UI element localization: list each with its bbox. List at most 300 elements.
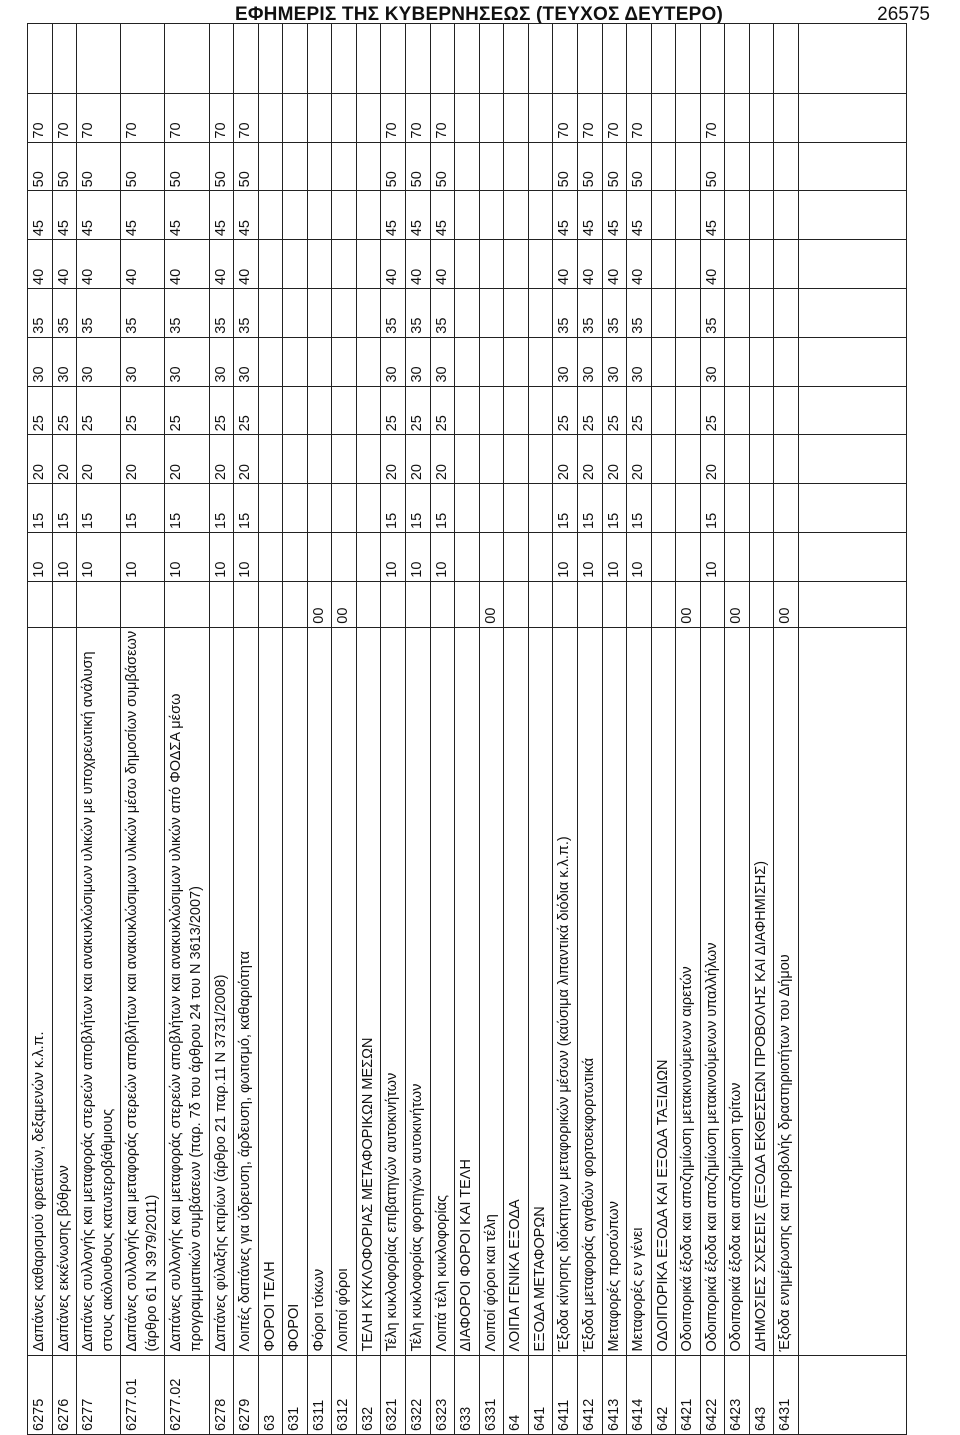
value-cell <box>258 337 283 386</box>
value-cell: 40 <box>381 240 406 289</box>
account-code: 6411 <box>553 1355 578 1434</box>
value-cell: 25 <box>165 386 209 435</box>
value-cell <box>332 240 357 289</box>
value-cell: 30 <box>430 337 455 386</box>
empty-cell <box>553 24 578 94</box>
empty-cell <box>332 24 357 94</box>
account-code: 6279 <box>234 1355 259 1434</box>
value-cell <box>455 191 480 240</box>
value-cell: 40 <box>553 240 578 289</box>
flag-cell <box>749 581 774 627</box>
value-cell: 30 <box>121 337 165 386</box>
value-cell <box>528 337 553 386</box>
value-cell: 45 <box>602 191 627 240</box>
value-cell <box>528 142 553 191</box>
value-cell <box>455 435 480 484</box>
value-cell: 35 <box>234 288 259 337</box>
empty-cell <box>700 24 725 94</box>
value-cell: 20 <box>52 435 77 484</box>
account-description: Τέλη κυκλοφορίας επιβατηγών αυτοκινήτων <box>381 627 406 1355</box>
value-cell: 35 <box>121 288 165 337</box>
flag-cell <box>577 581 602 627</box>
flag-cell <box>234 581 259 627</box>
value-cell <box>455 337 480 386</box>
value-cell: 10 <box>577 532 602 581</box>
account-code: 6422 <box>700 1355 725 1434</box>
value-cell: 10 <box>700 532 725 581</box>
empty-cell <box>799 386 907 435</box>
value-cell <box>283 484 308 533</box>
value-cell: 30 <box>28 337 53 386</box>
empty-cell <box>504 24 529 94</box>
value-cell: 20 <box>77 435 121 484</box>
value-cell <box>749 435 774 484</box>
empty-cell <box>725 24 750 94</box>
empty-cell <box>430 24 455 94</box>
value-cell <box>676 435 701 484</box>
account-code: 6414 <box>627 1355 652 1434</box>
value-cell <box>307 142 332 191</box>
value-cell: 10 <box>627 532 652 581</box>
value-cell <box>528 484 553 533</box>
page-number: 26575 <box>877 4 930 25</box>
account-code: 633 <box>455 1355 480 1434</box>
value-cell <box>356 93 381 142</box>
value-cell: 40 <box>602 240 627 289</box>
value-cell: 15 <box>52 484 77 533</box>
value-cell: 70 <box>627 93 652 142</box>
empty-cell <box>676 24 701 94</box>
empty-cell <box>381 24 406 94</box>
value-cell: 25 <box>209 386 234 435</box>
flag-cell <box>77 581 121 627</box>
account-description: Δαπάνες συλλογής και μεταφοράς στερεών αποβλήτων και ανακυκλώσιμων υλικών από ΦΟΔΣΑ μέσω προγραμματικών συμβάσεων (παρ. 7δ του άρθρου 24 του Ν 3613/2007) <box>165 627 209 1355</box>
table-row <box>283 24 308 1435</box>
value-cell <box>455 288 480 337</box>
value-cell <box>455 484 480 533</box>
account-code: 6277.02 <box>165 1355 209 1434</box>
empty-cell <box>52 24 77 94</box>
table-row <box>307 24 332 1435</box>
value-cell: 70 <box>602 93 627 142</box>
value-cell <box>651 142 676 191</box>
value-cell: 30 <box>77 337 121 386</box>
value-cell <box>504 93 529 142</box>
flag-cell <box>283 581 308 627</box>
value-cell <box>651 288 676 337</box>
table-row <box>553 24 578 1435</box>
value-cell: 50 <box>52 142 77 191</box>
value-cell: 25 <box>52 386 77 435</box>
value-cell: 35 <box>77 288 121 337</box>
value-cell: 15 <box>28 484 53 533</box>
value-cell: 25 <box>406 386 431 435</box>
value-cell: 35 <box>209 288 234 337</box>
value-cell: 20 <box>209 435 234 484</box>
value-cell <box>528 435 553 484</box>
account-description: Οδοιπορικά έξοδα και αποζημίωση μετακινούμενων αιρετών <box>676 627 701 1355</box>
value-cell: 20 <box>165 435 209 484</box>
value-cell: 10 <box>381 532 406 581</box>
flag-cell <box>504 581 529 627</box>
value-cell: 20 <box>602 435 627 484</box>
value-cell: 10 <box>406 532 431 581</box>
table-row <box>504 24 529 1435</box>
empty-cell <box>799 532 907 581</box>
value-cell <box>774 142 799 191</box>
value-cell <box>774 484 799 533</box>
empty-cell <box>121 24 165 94</box>
value-cell <box>504 191 529 240</box>
value-cell: 30 <box>553 337 578 386</box>
value-cell <box>725 93 750 142</box>
account-code: 641 <box>528 1355 553 1434</box>
value-cell <box>774 93 799 142</box>
value-cell <box>749 142 774 191</box>
value-cell <box>307 435 332 484</box>
empty-cell <box>799 1355 907 1434</box>
value-cell: 20 <box>627 435 652 484</box>
value-cell: 70 <box>209 93 234 142</box>
account-code: 6321 <box>381 1355 406 1434</box>
value-cell: 15 <box>602 484 627 533</box>
value-cell: 20 <box>553 435 578 484</box>
value-cell: 70 <box>28 93 53 142</box>
value-cell: 45 <box>627 191 652 240</box>
empty-cell <box>209 24 234 94</box>
table-row <box>602 24 627 1435</box>
value-cell <box>479 337 504 386</box>
account-code: 6331 <box>479 1355 504 1434</box>
account-description: Δαπάνες συλλογής και μεταφοράς στερεών αποβλήτων και ανακυκλώσιμων υλικών με υποχρεωτική ανάλυση στους ακόλουθους κατωτεροβάθμιους <box>77 627 121 1355</box>
value-cell: 30 <box>406 337 431 386</box>
value-cell <box>774 288 799 337</box>
value-cell: 50 <box>165 142 209 191</box>
value-cell <box>676 337 701 386</box>
gazette-title: ΕΦΗΜΕΡΙΣ ΤΗΣ ΚΥΒΕΡΝΗΣΕΩΣ (ΤΕΥΧΟΣ ΔΕΥΤΕΡΟ) <box>235 4 723 25</box>
flag-cell <box>381 581 406 627</box>
value-cell <box>283 240 308 289</box>
value-cell <box>749 337 774 386</box>
value-cell: 25 <box>381 386 406 435</box>
account-code: 6311 <box>307 1355 332 1434</box>
value-cell: 35 <box>406 288 431 337</box>
empty-cell <box>528 24 553 94</box>
value-cell: 15 <box>430 484 455 533</box>
value-cell <box>307 288 332 337</box>
value-cell: 50 <box>28 142 53 191</box>
table-row <box>332 24 357 1435</box>
table-row <box>455 24 480 1435</box>
empty-cell <box>799 240 907 289</box>
value-cell: 70 <box>121 93 165 142</box>
budget-code-table <box>27 23 907 1435</box>
value-cell <box>651 484 676 533</box>
value-cell <box>332 142 357 191</box>
empty-cell <box>356 24 381 94</box>
value-cell: 20 <box>121 435 165 484</box>
value-cell: 25 <box>700 386 725 435</box>
value-cell <box>356 240 381 289</box>
value-cell <box>455 142 480 191</box>
value-cell: 15 <box>121 484 165 533</box>
value-cell <box>258 386 283 435</box>
account-code: 64 <box>504 1355 529 1434</box>
value-cell: 50 <box>602 142 627 191</box>
value-cell: 50 <box>234 142 259 191</box>
flag-cell: 00 <box>725 581 750 627</box>
value-cell: 35 <box>165 288 209 337</box>
value-cell: 15 <box>165 484 209 533</box>
flag-cell <box>553 581 578 627</box>
value-cell: 20 <box>406 435 431 484</box>
value-cell <box>749 191 774 240</box>
flag-cell <box>602 581 627 627</box>
value-cell: 10 <box>602 532 627 581</box>
value-cell <box>479 191 504 240</box>
account-description: Έξοδα ενημέρωσης και προβολής δραστηριοτήτων του Δήμου <box>774 627 799 1355</box>
value-cell <box>676 386 701 435</box>
account-code: 642 <box>651 1355 676 1434</box>
value-cell <box>455 532 480 581</box>
flag-cell: 00 <box>774 581 799 627</box>
value-cell <box>504 386 529 435</box>
account-code: 6431 <box>774 1355 799 1434</box>
empty-cell <box>799 142 907 191</box>
table-row <box>430 24 455 1435</box>
value-cell <box>504 240 529 289</box>
account-description: Λοιπές δαπάνες για ύδρευση, άρδευση, φωτισμό, καθαριότητα <box>234 627 259 1355</box>
flag-cell <box>406 581 431 627</box>
account-code: 63 <box>258 1355 283 1434</box>
value-cell <box>528 532 553 581</box>
account-description: ΦΟΡΟΙ <box>283 627 308 1355</box>
value-cell: 45 <box>577 191 602 240</box>
value-cell: 40 <box>165 240 209 289</box>
table-row <box>77 24 121 1435</box>
value-cell: 15 <box>627 484 652 533</box>
account-description: ΔΙΑΦΟΡΟΙ ΦΟΡΟΙ ΚΑΙ ΤΕΛΗ <box>455 627 480 1355</box>
value-cell <box>749 484 774 533</box>
account-description: Μεταφορές εν γένει <box>627 627 652 1355</box>
value-cell: 40 <box>577 240 602 289</box>
value-cell: 50 <box>209 142 234 191</box>
value-cell: 10 <box>121 532 165 581</box>
flag-cell: 00 <box>307 581 332 627</box>
value-cell: 35 <box>553 288 578 337</box>
account-description: Φόροι τόκων <box>307 627 332 1355</box>
flag-cell <box>356 581 381 627</box>
value-cell: 50 <box>577 142 602 191</box>
value-cell: 40 <box>430 240 455 289</box>
table-row <box>165 24 209 1435</box>
value-cell <box>528 288 553 337</box>
value-cell <box>455 93 480 142</box>
value-cell <box>725 337 750 386</box>
value-cell: 70 <box>700 93 725 142</box>
value-cell <box>258 191 283 240</box>
table-row <box>700 24 725 1435</box>
value-cell: 30 <box>627 337 652 386</box>
value-cell <box>651 337 676 386</box>
value-cell <box>774 240 799 289</box>
value-cell <box>307 191 332 240</box>
value-cell: 35 <box>28 288 53 337</box>
value-cell: 45 <box>165 191 209 240</box>
value-cell <box>455 386 480 435</box>
value-cell: 10 <box>430 532 455 581</box>
account-code: 6278 <box>209 1355 234 1434</box>
value-cell <box>528 240 553 289</box>
value-cell: 40 <box>77 240 121 289</box>
value-cell <box>307 532 332 581</box>
value-cell: 35 <box>577 288 602 337</box>
value-cell <box>749 288 774 337</box>
value-cell <box>283 93 308 142</box>
value-cell <box>479 386 504 435</box>
value-cell: 40 <box>28 240 53 289</box>
table-row <box>356 24 381 1435</box>
value-cell: 25 <box>577 386 602 435</box>
table-row <box>406 24 431 1435</box>
value-cell: 30 <box>577 337 602 386</box>
value-cell <box>332 435 357 484</box>
flag-cell <box>28 581 53 627</box>
account-description: Δαπάνες καθαρισμού φρεατίων, δεξαμενών κ.λ.π. <box>28 627 53 1355</box>
flag-cell: 00 <box>479 581 504 627</box>
empty-cell <box>77 24 121 94</box>
value-cell: 15 <box>234 484 259 533</box>
value-cell <box>307 240 332 289</box>
value-cell: 30 <box>234 337 259 386</box>
value-cell <box>504 484 529 533</box>
empty-cell <box>651 24 676 94</box>
flag-cell <box>627 581 652 627</box>
value-cell <box>356 337 381 386</box>
value-cell: 45 <box>430 191 455 240</box>
value-cell <box>258 142 283 191</box>
value-cell <box>332 484 357 533</box>
empty-cell <box>749 24 774 94</box>
account-description: Λοιποί φόροι <box>332 627 357 1355</box>
value-cell <box>676 288 701 337</box>
value-cell <box>479 142 504 191</box>
value-cell <box>479 532 504 581</box>
account-code: 6423 <box>725 1355 750 1434</box>
value-cell <box>283 532 308 581</box>
value-cell: 40 <box>121 240 165 289</box>
value-cell: 35 <box>52 288 77 337</box>
value-cell: 30 <box>381 337 406 386</box>
empty-cell <box>799 581 907 627</box>
value-cell: 70 <box>52 93 77 142</box>
flag-cell <box>121 581 165 627</box>
table-row <box>676 24 701 1435</box>
empty-cell <box>602 24 627 94</box>
value-cell: 10 <box>553 532 578 581</box>
value-cell <box>283 142 308 191</box>
value-cell: 25 <box>553 386 578 435</box>
value-cell <box>283 435 308 484</box>
value-cell: 50 <box>121 142 165 191</box>
table-row <box>52 24 77 1435</box>
value-cell <box>725 191 750 240</box>
value-cell: 50 <box>553 142 578 191</box>
empty-cell <box>799 435 907 484</box>
rotated-table-container <box>27 23 940 1435</box>
value-cell <box>774 435 799 484</box>
value-cell: 25 <box>602 386 627 435</box>
value-cell: 45 <box>381 191 406 240</box>
value-cell <box>651 93 676 142</box>
value-cell <box>725 142 750 191</box>
account-description: Δαπάνες εκκένωσης βόθρων <box>52 627 77 1355</box>
value-cell: 45 <box>28 191 53 240</box>
value-cell: 35 <box>430 288 455 337</box>
value-cell: 30 <box>165 337 209 386</box>
value-cell: 50 <box>700 142 725 191</box>
empty-cell <box>799 288 907 337</box>
value-cell <box>676 191 701 240</box>
value-cell: 15 <box>209 484 234 533</box>
value-cell <box>725 484 750 533</box>
account-description: ΛΟΙΠΑ ΓΕΝΙΚΑ ΕΞΟΔΑ <box>504 627 529 1355</box>
value-cell: 30 <box>602 337 627 386</box>
value-cell <box>258 532 283 581</box>
flag-cell <box>165 581 209 627</box>
value-cell: 70 <box>381 93 406 142</box>
value-cell: 45 <box>406 191 431 240</box>
value-cell <box>774 532 799 581</box>
empty-cell <box>28 24 53 94</box>
value-cell <box>725 288 750 337</box>
table-row <box>121 24 165 1435</box>
value-cell <box>651 532 676 581</box>
value-cell <box>356 288 381 337</box>
value-cell: 10 <box>52 532 77 581</box>
account-description: Έξοδα μεταφοράς αγαθών φορτοεκφορτωτικά <box>577 627 602 1355</box>
value-cell: 25 <box>28 386 53 435</box>
account-description: Οδοιπορικά έξοδα και αποζημίωση τρίτων <box>725 627 750 1355</box>
value-cell: 25 <box>121 386 165 435</box>
value-cell <box>528 93 553 142</box>
empty-cell <box>577 24 602 94</box>
value-cell <box>332 337 357 386</box>
value-cell: 15 <box>553 484 578 533</box>
empty-cell <box>799 337 907 386</box>
value-cell: 10 <box>209 532 234 581</box>
empty-cell <box>307 24 332 94</box>
value-cell <box>332 386 357 435</box>
value-cell <box>356 532 381 581</box>
value-cell: 20 <box>28 435 53 484</box>
value-cell <box>332 288 357 337</box>
value-cell: 25 <box>627 386 652 435</box>
account-description: ΟΔΟΙΠΟΡΙΚΑ ΕΞΟΔΑ ΚΑΙ ΕΞΟΔΑ ΤΑΞΙΔΙΩΝ <box>651 627 676 1355</box>
table-row <box>381 24 406 1435</box>
empty-cell <box>774 24 799 94</box>
table-row <box>577 24 602 1435</box>
value-cell: 40 <box>406 240 431 289</box>
table-body <box>28 24 907 1435</box>
value-cell <box>283 191 308 240</box>
value-cell <box>479 288 504 337</box>
value-cell <box>283 337 308 386</box>
value-cell: 50 <box>627 142 652 191</box>
flag-cell <box>528 581 553 627</box>
value-cell: 15 <box>406 484 431 533</box>
value-cell: 15 <box>577 484 602 533</box>
